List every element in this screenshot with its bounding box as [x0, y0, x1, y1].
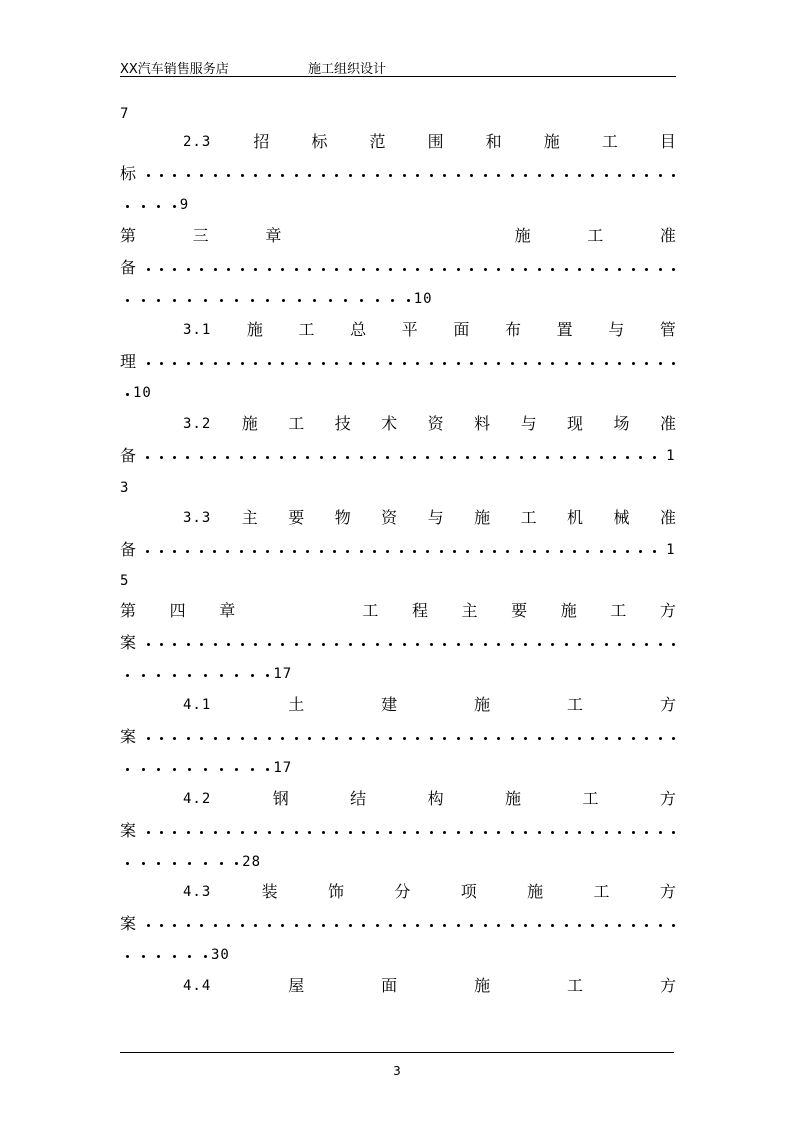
toc-title-char: 饰: [328, 882, 345, 901]
toc-title-char: 分: [394, 882, 411, 901]
toc-title-char: 物: [334, 508, 351, 527]
toc-continuation-page: [120, 102, 676, 124]
toc-entry-4-1[interactable]: [120, 694, 676, 716]
toc-section-number: 3.3: [183, 510, 212, 526]
toc-title-char: 施: [543, 132, 560, 151]
toc-title-char: 工: [567, 976, 584, 995]
toc-title-char: 方: [659, 601, 676, 620]
toc-section-number: 4.3: [183, 884, 212, 900]
toc-page-number: 3: [120, 480, 130, 496]
toc-title-char: 与: [427, 508, 444, 527]
header-company: XX汽车销售服务店: [120, 62, 229, 77]
toc-title-char: 资: [381, 508, 398, 527]
toc-leader-tail: [120, 851, 682, 873]
toc-title-char: 工: [610, 601, 627, 620]
toc-title-char: 施: [474, 695, 491, 714]
toc-title-char: 械: [613, 508, 630, 527]
toc-title-char: 结: [350, 789, 367, 808]
toc-section-number: 4.2: [183, 791, 212, 807]
toc-leader-tail: [120, 194, 682, 216]
toc-title-char: 工: [520, 508, 537, 527]
toc-leader-tail: [120, 288, 682, 310]
toc-title-char: 标: [311, 132, 328, 151]
toc-leader-row: [120, 913, 676, 935]
toc-title-char: 管: [659, 320, 676, 339]
toc-entry-3-1[interactable]: [120, 319, 676, 341]
toc-section-number: 4.4: [183, 978, 212, 994]
toc-title-char: 章: [265, 226, 282, 245]
toc-title-char: 主: [461, 601, 478, 620]
toc-title-char: 料: [474, 414, 491, 433]
toc-title-char: 施: [241, 414, 258, 433]
toc-title-char: 场: [613, 414, 630, 433]
toc-title-char: 案: [120, 821, 137, 840]
toc-title-char: 施: [505, 789, 522, 808]
toc-leader-row: [120, 257, 676, 279]
footer-divider: [120, 1052, 674, 1053]
toc-section-number: 4.1: [183, 697, 212, 713]
toc-title-char: 备: [120, 258, 137, 277]
toc-leader-row: [120, 726, 676, 748]
toc-leader-tail: [120, 757, 682, 779]
toc-title-char: 装: [261, 882, 278, 901]
toc-title-char: 准: [659, 414, 676, 433]
toc-title-char: 案: [120, 633, 137, 652]
toc-page-number: 5: [120, 573, 130, 589]
toc-title-char: 主: [241, 508, 258, 527]
toc-leader-row: [120, 632, 676, 654]
toc-leader-tail: [120, 663, 682, 685]
toc-title-char: 工: [567, 695, 584, 714]
toc-title-char: 方: [659, 976, 676, 995]
toc-page-number: 17: [273, 760, 293, 776]
toc-entry-4-2[interactable]: [120, 788, 676, 810]
toc-title-char: 平: [401, 320, 418, 339]
toc-title-char: 术: [381, 414, 398, 433]
toc-page-number: 7: [120, 106, 130, 122]
toc-title-char: 面: [453, 320, 470, 339]
toc-title-char: 范: [369, 132, 386, 151]
toc-title-char: 建: [381, 695, 398, 714]
toc-page-number: 17: [273, 666, 293, 682]
toc-title-char: 准: [659, 508, 676, 527]
toc-title-char: 总: [350, 320, 367, 339]
toc-title-char: 第: [120, 226, 137, 245]
toc-title-char: 工: [587, 226, 604, 245]
toc-page-number: 10: [413, 291, 433, 307]
toc-title-char: 准: [659, 226, 676, 245]
toc-title-char: 与: [608, 320, 625, 339]
toc-title-char: 屋: [288, 976, 305, 995]
toc-page-number: 10: [133, 385, 152, 401]
toc-page-number: 1: [666, 448, 676, 464]
toc-title-char: 施: [560, 601, 577, 620]
toc-page-number: 30: [210, 947, 230, 963]
toc-title-char: 要: [288, 508, 305, 527]
toc-page-number: 1: [666, 542, 676, 558]
toc-section-number: 3.1: [183, 322, 212, 338]
toc-title-char: 第: [120, 601, 137, 620]
toc-title-char: 施: [246, 320, 263, 339]
toc-title-char: 与: [520, 414, 537, 433]
toc-title-char: 三: [192, 226, 209, 245]
toc-title-char: 案: [120, 914, 137, 933]
toc-title-char: 备: [120, 540, 137, 559]
toc-leader-tail: [120, 382, 682, 404]
toc-entry-3-3[interactable]: [120, 507, 676, 529]
toc-title-char: 面: [381, 976, 398, 995]
toc-entry-4-4[interactable]: [120, 975, 676, 997]
toc-title-char: 工: [582, 789, 599, 808]
toc-leader-row: [120, 351, 676, 373]
toc-title-char: 钢: [272, 789, 289, 808]
toc-leader-row: [120, 539, 676, 561]
toc-entry-2-3[interactable]: [120, 131, 676, 153]
toc-title-char: 施: [474, 508, 491, 527]
toc-title-char: 程: [411, 601, 428, 620]
toc-title-char: 目: [659, 132, 676, 151]
toc-title-char: 四: [169, 601, 186, 620]
toc-title-char: 施: [474, 976, 491, 995]
toc-entry-4-3[interactable]: [120, 881, 676, 903]
toc-title-char: 章: [219, 601, 236, 620]
toc-title-char: 现: [567, 414, 584, 433]
toc-page-wrap: [120, 476, 676, 498]
toc-title-char: 招: [253, 132, 270, 151]
toc-entry-3-2[interactable]: [120, 413, 676, 435]
toc-section-number: 3.2: [183, 416, 212, 432]
toc-title-char: 施: [527, 882, 544, 901]
toc-leader-row: [120, 445, 676, 467]
toc-title-char: 资: [427, 414, 444, 433]
toc-chapter-3[interactable]: [120, 225, 676, 247]
header-doc-title: 施工组织设计: [308, 62, 387, 77]
toc-title-char: 工: [362, 601, 379, 620]
toc-title-char: 土: [288, 695, 305, 714]
toc-title-char: 机: [567, 508, 584, 527]
toc-title-char: 构: [427, 789, 444, 808]
toc-leader-row: [120, 820, 676, 842]
toc-page-number: 9: [179, 197, 190, 213]
toc-title-char: 方: [659, 789, 676, 808]
toc-title-char: 要: [511, 601, 528, 620]
toc-chapter-4[interactable]: [120, 600, 676, 622]
toc-title-char: 和: [485, 132, 502, 151]
toc-page-number: 28: [242, 854, 262, 870]
toc-title-char: 施: [514, 226, 531, 245]
toc-title-char: 方: [659, 695, 676, 714]
toc-title-char: 围: [427, 132, 444, 151]
toc-title-char: 方: [659, 882, 676, 901]
page-number: 3: [393, 1064, 401, 1078]
toc-title-char: 布: [505, 320, 522, 339]
toc-title-char: 工: [298, 320, 315, 339]
toc-title-char: 项: [460, 882, 477, 901]
toc-section-number: 2.3: [183, 134, 212, 150]
toc-title-char: 工: [288, 414, 305, 433]
page-header: [120, 56, 676, 77]
toc-title-char: 工: [601, 132, 618, 151]
toc-title-char: 标: [120, 164, 137, 183]
toc-leader-tail: [120, 944, 682, 966]
toc-title-char: 理: [120, 352, 137, 371]
toc-title-char: 工: [593, 882, 610, 901]
toc-leader-row: [120, 163, 676, 185]
toc-title-char: 备: [120, 446, 137, 465]
toc-page-wrap: [120, 569, 676, 591]
toc-title-char: 案: [120, 727, 137, 746]
toc-title-char: 置: [556, 320, 573, 339]
toc-title-char: 技: [334, 414, 351, 433]
